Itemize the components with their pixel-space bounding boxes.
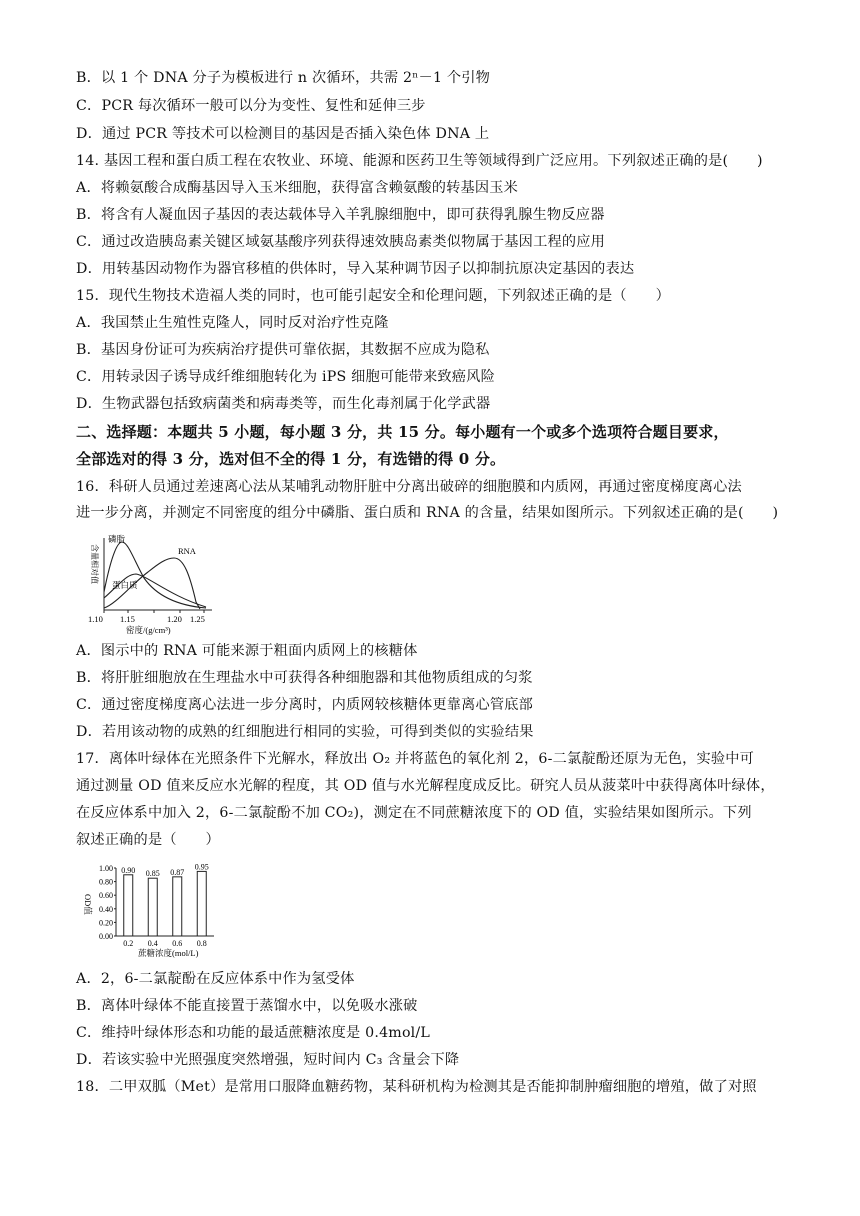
y-tick-label: 0.40 (99, 904, 113, 914)
y-tick-label: 0.80 (99, 877, 113, 887)
phospholipid-label: 磷脂 (108, 534, 126, 544)
q15-option-b: B．基因身份证可为疾病治疗提供可靠依据，其数据不应成为隐私 (76, 342, 490, 358)
question-17-line-2: 通过测量 OD 值来反应水光解的程度，其 OD 值与水光解程度成反比。研究人员从菠菜叶中获得离体叶绿体， (76, 778, 775, 794)
x-tick-label: 1.15 (120, 614, 135, 624)
q13-option-b: B．以 1 个 DNA 分子为模板进行 n 次循环，共需 2ⁿ－1 个引物 (76, 70, 491, 86)
q17-option-b: B．离体叶绿体不能直接置于蒸馏水中，以免吸水涨破 (76, 998, 418, 1014)
q14-option-a: A．将赖氨酸合成酶基因导入玉米细胞，获得富含赖氨酸的转基因玉米 (76, 180, 519, 196)
rna-label: RNA (178, 546, 196, 556)
x-axis-label: 密度/(g/cm³) (126, 625, 171, 635)
question-16-line-1: 16．科研人员通过差速离心法从某哺乳动物肝脏中分离出破碎的细胞膜和内质网，再通过密度梯度离心法 (76, 479, 742, 495)
x-tick-label: 1.20 (167, 614, 182, 624)
bar-value-label: 0.95 (194, 862, 209, 872)
x-tick-label: 0.6 (172, 939, 183, 948)
q17-option-d: D．若该实验中光照强度突然增强，短时间内 C₃ 含量会下降 (76, 1052, 460, 1068)
q15-option-d: D．生物武器包括致病菌类和病毒类等，而生化毒剂属于化学武器 (76, 396, 491, 412)
question-14: 14. 基因工程和蛋白质工程在农牧业、环境、能源和医药卫生等领域得到广泛应用。下列叙述正确的是( ) (76, 153, 763, 169)
x-tick-label: 0.8 (196, 939, 207, 948)
question-18: 18．二甲双胍（Met）是常用口服降血糖药物，某科研机构为检测其是否能抑制肿瘤细胞的增殖，做了对照 (76, 1079, 757, 1095)
q16-option-b: B．将肝脏细胞放在生理盐水中可获得各种细胞器和其他物质组成的匀浆 (76, 670, 533, 686)
q16-option-a: A．图示中的 RNA 可能来源于粗面内质网上的核糖体 (76, 643, 418, 659)
y-tick-label: 1.00 (99, 864, 113, 873)
bar (197, 871, 206, 936)
q13-option-c: C．PCR 每次循环一般可以分为变性、复性和延伸三步 (76, 98, 426, 114)
y-tick-label: 0.00 (99, 932, 113, 941)
q16-option-d: D．若用该动物的成熟的红细胞进行相同的实验，可得到类似的实验结果 (76, 724, 534, 740)
bar-value-label: 0.85 (145, 869, 160, 879)
section-2-scoring: 全部选对的得 3 分，选对但不全的得 1 分，有选错的得 0 分。 (76, 450, 506, 468)
q13-option-d: D．通过 PCR 等技术可以检测目的基因是否插入染色体 DNA 上 (76, 126, 490, 142)
x-tick-label: 1.25 (190, 614, 205, 624)
question-17-line-3: 在反应体系中加入 2，6-二氯靛酚不加 CO₂)，测定在不同蔗糖浓度下的 OD 值，实验结果如图所示。下列 (76, 805, 752, 821)
q15-option-c: C．用转录因子诱导成纤维细胞转化为 iPS 细胞可能带来致癌风险 (76, 369, 495, 385)
y-axis-label: 含量相对值 (90, 544, 99, 584)
bar-value-label: 0.87 (170, 867, 185, 877)
figure-17-od-bar-chart (80, 856, 230, 960)
x-axis-label: 蔗糖浓度(mol/L) (138, 948, 199, 958)
bar (148, 878, 157, 936)
q15-option-a: A．我国禁止生殖性克隆人，同时反对治疗性克隆 (76, 315, 389, 331)
x-tick-label: 0.2 (123, 939, 134, 948)
bar (124, 875, 133, 936)
figure-16-density-curves (82, 532, 222, 636)
section-2-heading: 二、选择题：本题共 5 小题，每小题 3 分，共 15 分。每小题有一个或多个选项符合题目要求， (76, 423, 729, 441)
question-15: 15．现代生物技术造福人类的同时，也可能引起安全和伦理问题，下列叙述正确的是（ ） (76, 288, 670, 304)
bar-value-label: 0.90 (121, 865, 136, 875)
question-17-line-1: 17．离体叶绿体在光照条件下光解水，释放出 O₂ 并将蓝色的氧化剂 2，6-二氯靛酚还原为无色，实验中可 (76, 751, 755, 767)
bar (173, 877, 182, 936)
question-16-line-2: 进一步分离，并测定不同密度的组分中磷脂、蛋白质和 RNA 的含量，结果如图所示。下列叙述正确的是( ) (76, 505, 779, 521)
y-tick-label: 0.60 (99, 891, 113, 901)
q14-option-c: C．通过改造胰岛素关键区域氨基酸序列获得速效胰岛素类似物属于基因工程的应用 (76, 234, 606, 250)
q17-option-a: A．2，6-二氯靛酚在反应体系中作为氢受体 (76, 971, 355, 987)
x-tick-label: 0.4 (147, 939, 158, 948)
x-tick-label: 1.10 (88, 614, 103, 624)
question-17-line-4: 叙述正确的是（ ） (76, 832, 220, 848)
q17-option-c: C．维持叶绿体形态和功能的最适蔗糖浓度是 0.4mol/L (76, 1025, 431, 1041)
protein-label: 蛋白质 (112, 580, 138, 590)
q14-option-b: B．将含有人凝血因子基因的表达载体导入羊乳腺细胞中，即可获得乳腺生物反应器 (76, 207, 605, 223)
q16-option-c: C．通过密度梯度离心法进一步分离时，内质网较核糖体更靠离心管底部 (76, 697, 534, 713)
y-axis-label: OD值 (83, 894, 93, 915)
q14-option-d: D．用转基因动物作为器官移植的供体时，导入某种调节因子以抑制抗原决定基因的表达 (76, 261, 635, 277)
y-tick-label: 0.20 (99, 918, 113, 928)
